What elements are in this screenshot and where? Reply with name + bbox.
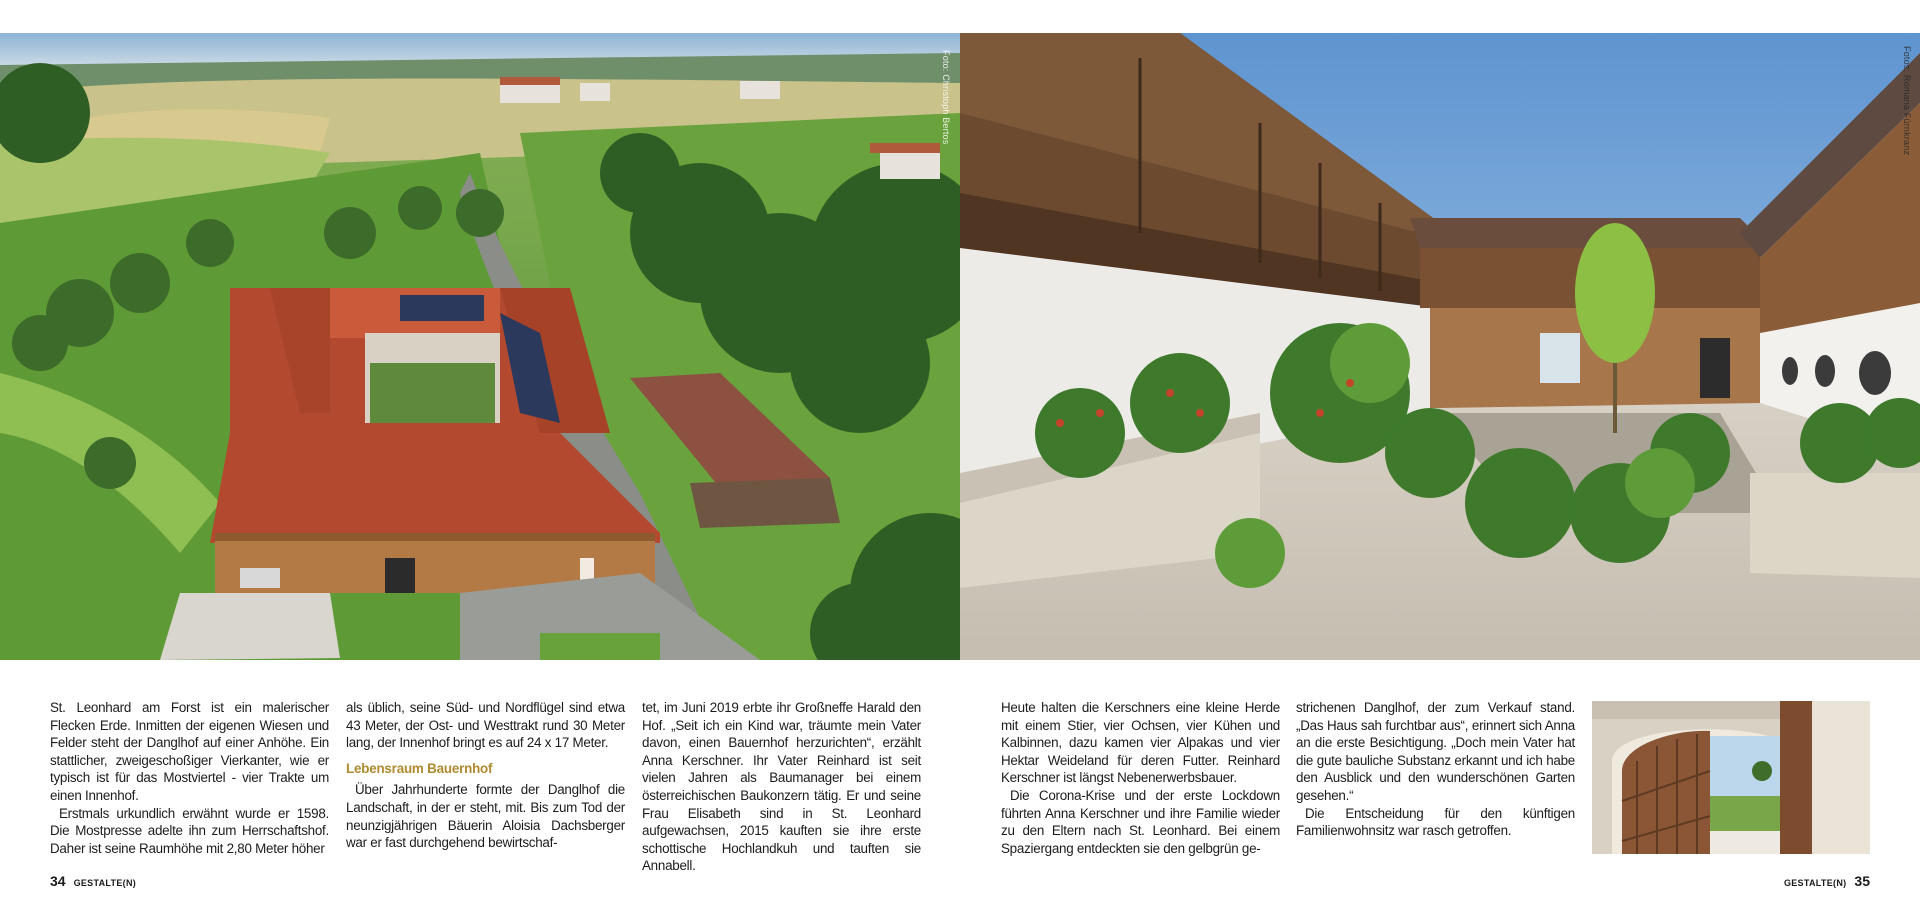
gate-photo: [1592, 701, 1870, 854]
paragraph: Über Jahrhunderte formte der Danglhof die Landschaft, in der er steht, mit. Bis zum Tod der neunzigjährigen Bäuerin Aloisia Dachsberger war er fast durchgehend bewirtschaf-: [346, 782, 625, 851]
folio-left: [50, 873, 136, 889]
paragraph: tet, im Juni 2019 erbte ihr Großneffe Harald den Hof. „Seit ich ein Kind war, träumte mein Vater davon, einen Bauernhof herzurichten“, erzählt Anna Kerschner. Ihr Vater Reinhard ist seit vielen Jahren als Baumanager bei einem österreichischen Baukonzern tätig. Er und seine Frau Elisabeth sind in St. Leonhard aufgewachsen, 2015 kauften sie ihre erste schottische Hochlandkuh und tauften sie Annabell.: [642, 700, 921, 874]
section-heading: Lebensraum Bauernhof: [346, 760, 493, 776]
article-column-2: [346, 699, 625, 852]
aerial-farm-illustration: [0, 33, 960, 660]
photo-credit-right: Fotos: Romana Fürnkranz: [1902, 46, 1912, 156]
courtyard-photo: [960, 33, 1920, 660]
aerial-farm-photo: [0, 33, 960, 660]
gate-illustration: [1592, 701, 1870, 854]
paragraph: strichenen Danglhof, der zum Verkauf stand. „Das Haus sah furchtbar aus“, erinnert sich Anna an die erste Besichtigung. „Doch mein Vater hat die gute bauliche Substanz erkannt und ich habe den Ausblick und den wunderschönen Garten gesehen.“: [1296, 700, 1575, 803]
paragraph: Die Entscheidung für den künftigen Familienwohnsitz war rasch getroffen.: [1296, 805, 1575, 839]
article-column-3: [642, 699, 921, 875]
paragraph: St. Leonhard am Forst ist ein malerischer Flecken Erde. Inmitten der eigenen Wiesen und Felder steht der Danglhof auf einer Anhöhe. Ein stattlicher, zweigeschoßiger Vierkanter, wie er typisch ist für das Mostviertel - vier Trakte um einen Innenhof.: [50, 700, 329, 803]
article-column-4: [1001, 699, 1280, 857]
courtyard-illustration: [960, 33, 1920, 660]
page-number-right: 35: [1854, 873, 1870, 889]
article-column-1: [50, 699, 329, 857]
page-number-left: 34: [50, 873, 66, 889]
magazine-name-left: GESTALTE(N): [73, 878, 137, 888]
paragraph: Heute halten die Kerschners eine kleine Herde mit einem Stier, vier Ochsen, vier Kühen und Kalbinnen, dazu kamen vier Alpakas und vier Hektar Weideland für deren Futter. Reinhard Kerschner ist längst Nebenerwerbsbauer.: [1001, 700, 1280, 786]
photo-credit-left: Foto: Christoph Bertos: [941, 50, 951, 145]
magazine-name-right: GESTALTE(N): [1783, 878, 1847, 888]
paragraph: Erstmals urkundlich erwähnt wurde er 1598. Die Mostpresse adelte ihn zum Herrschaftshof. Daher ist seine Raumhöhe mit 2,80 Meter höher: [50, 805, 329, 856]
paragraph: als üblich, seine Süd- und Nordflügel sind etwa 43 Meter, der Ost- und Westtrakt rund 30 Meter lang, der Innenhof bringt es auf 24 x 17 Meter.: [346, 700, 625, 751]
article-column-5: [1296, 699, 1575, 840]
folio-right: [1784, 873, 1870, 889]
paragraph: Die Corona-Krise und der erste Lockdown führten Anna Kerschner und ihre Familie wieder zu den Eltern nach St. Leonhard. Bei einem Spaziergang entdeckten sie den gelbgrün ge-: [1001, 787, 1280, 856]
